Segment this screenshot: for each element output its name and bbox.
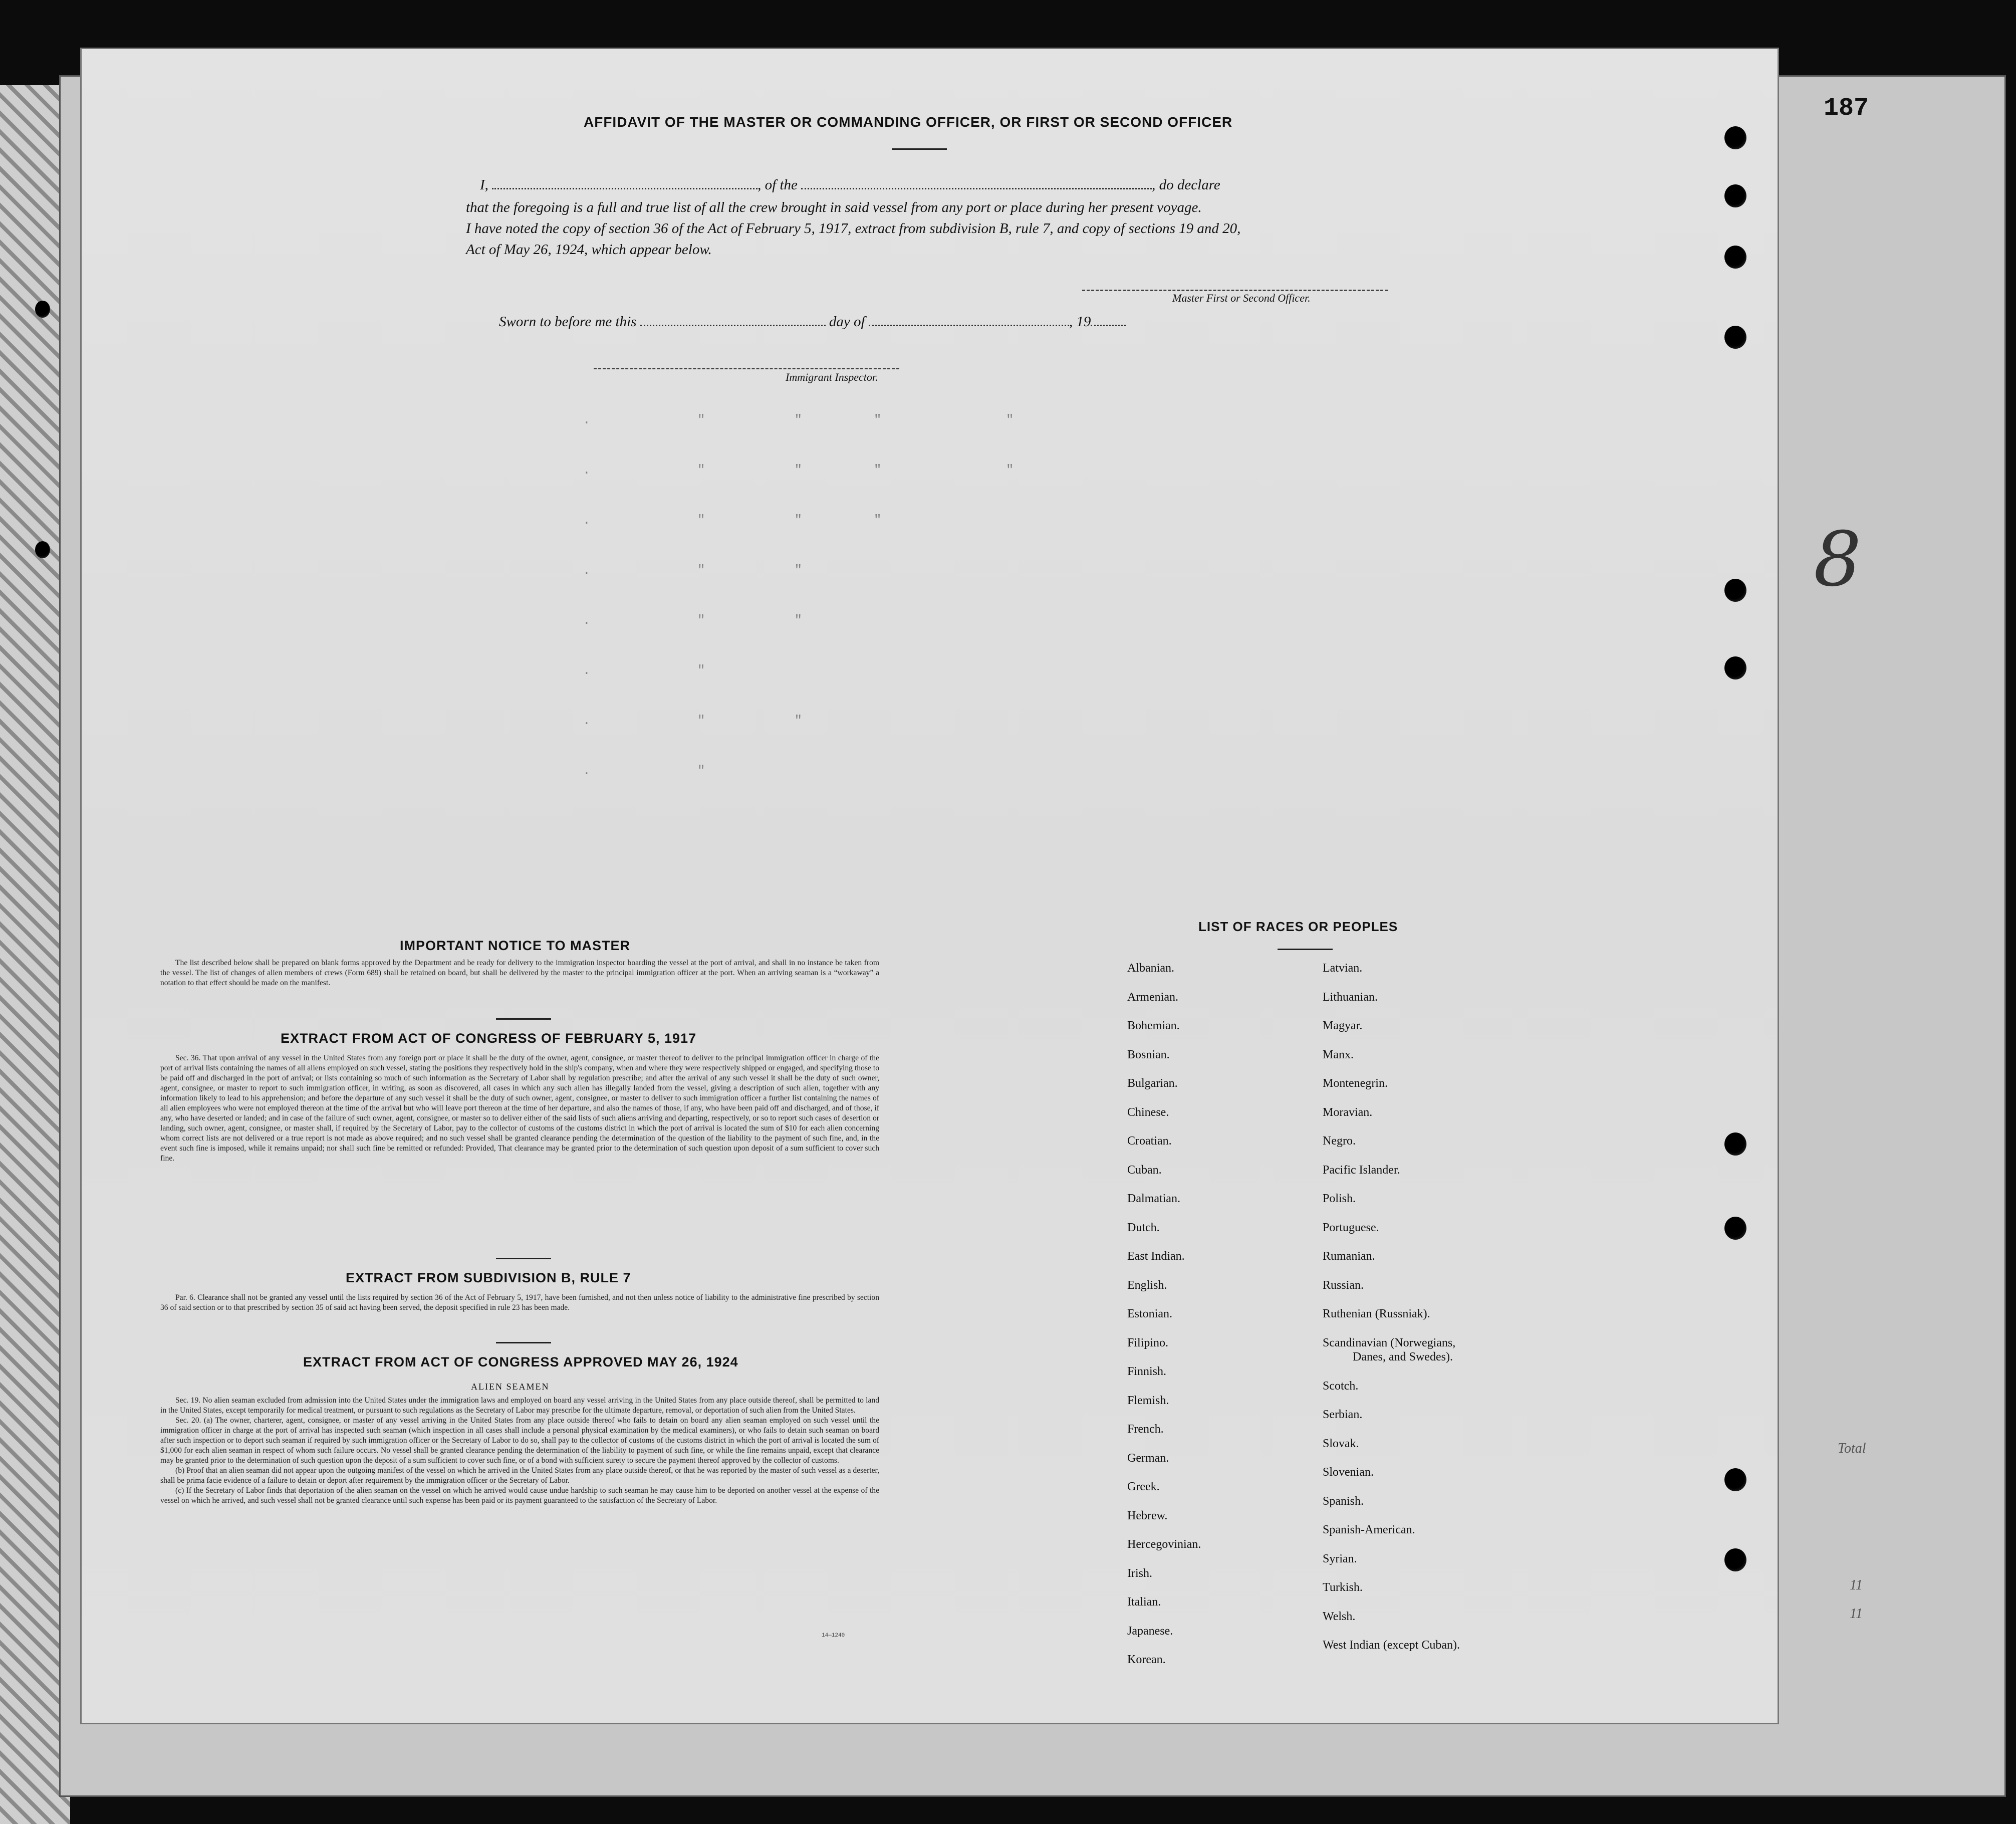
race-item: Albanian. — [1127, 962, 1174, 975]
sworn-day-of: day of — [829, 314, 865, 330]
important-notice-body — [160, 958, 879, 988]
race-item: Magyar. — [1323, 1019, 1363, 1032]
declaration-do-declare: , do declare — [1152, 177, 1220, 193]
extract-1924-body — [160, 1396, 879, 1506]
sec-20b-text: (b) Proof that an alien seaman did not appear upon the outgoing manifest of the vessel on which he arrived in the United States from any place outside thereof, or that he was reported by the master of such vessel as a deserter, shall be prima facie evidence of a failure to detain or deport after requirement by the immigration officer or the Secretary of Labor. — [160, 1466, 879, 1485]
vessel-name-field[interactable] — [801, 179, 1152, 189]
binder-hole — [1724, 326, 1746, 349]
race-item: Filipino. — [1127, 1336, 1169, 1349]
race-item: Manx. — [1323, 1048, 1354, 1061]
sworn-year-prefix: , 19 — [1069, 314, 1091, 330]
affidavit-text-line: that the foregoing is a full and true list of all the crew brought in said vessel from any port or place during her present voyage. — [466, 199, 1202, 215]
extract-1917-title: EXTRACT FROM ACT OF CONGRESS OF FEBRUARY 5, 1917 — [281, 1031, 697, 1046]
race-item: Serbian. — [1323, 1408, 1363, 1421]
race-item: Korean. — [1127, 1653, 1166, 1666]
race-item: German. — [1127, 1451, 1169, 1465]
sec-20a-text: Sec. 20. (a) The owner, charterer, agent, consignee, or master of any vessel arriving in the United States from any place outside thereof who fails to detain on board any alien seaman employed on such vessel until the immigration officer in charge at the port of arrival has inspected such seaman (which inspection in all cases shall include a personal physical examination by the medical examiners), or who fails to detain such seaman on board after such inspection or to deport such seaman if required by such immigration officer or the Secretary of Labor to do so, shall pay to the collector of customs of the customs district in which the port of arrival is located the sum of $1,000 for each alien seaman in respect of whom such failure occurs. No vessel shall be granted clearance pending the determination of the liability to payment of such fine, or while the fine remains unpaid, except that clearance may be granted prior to the determination of such question upon the deposit of a sum sufficient to cover such fine, or of a bond with sufficient surety to secure the payment thereof approved by the collector of customs. — [160, 1416, 879, 1465]
race-item: Bulgarian. — [1127, 1077, 1178, 1090]
binder-hole — [1724, 1132, 1746, 1156]
bleed-through-marks: . " " " " . " " " " . " " " . " " . " " . " . " " . " — [583, 412, 1015, 778]
race-item: Irish. — [1127, 1566, 1152, 1580]
race-item: Pacific Islander. — [1323, 1163, 1400, 1177]
race-item: Montenegrin. — [1323, 1077, 1388, 1090]
race-item: Spanish-American. — [1323, 1523, 1415, 1536]
declaration-of-the: , of the — [758, 177, 798, 193]
extract-rule7-body — [160, 1293, 879, 1313]
section-rule — [496, 1258, 551, 1259]
binder-hole — [1724, 184, 1746, 207]
par-6-text: Par. 6. Clearance shall not be granted any vessel until the lists required by section 36 of the Act of February 5, 1917, have been furnished, and not then unless notice of liability to the administrative fine prescribed by section 36 of said section or to that prescribed by section 35 of said act having been served, the deposit specified in rule 23 has been made. — [160, 1293, 879, 1312]
binder-hole — [1724, 656, 1746, 679]
total-value: 11 — [1850, 1577, 1863, 1593]
inspector-signature-caption: Immigrant Inspector. — [786, 371, 878, 383]
race-item: Hercegovinian. — [1127, 1538, 1201, 1551]
race-item: Lithuanian. — [1323, 990, 1378, 1004]
race-item: Scotch. — [1323, 1379, 1359, 1393]
race-item: French. — [1127, 1423, 1164, 1436]
race-item: Japanese. — [1127, 1624, 1173, 1638]
race-item: Spanish. — [1323, 1494, 1364, 1508]
race-item: Turkish. — [1323, 1581, 1363, 1594]
race-item: Croatian. — [1127, 1134, 1172, 1148]
race-item: Finnish. — [1127, 1365, 1167, 1378]
race-item: Portuguese. — [1323, 1221, 1379, 1234]
total-label: Total — [1838, 1441, 1866, 1456]
alien-seamen-subtitle: ALIEN SEAMEN — [471, 1382, 550, 1392]
binder-hole — [1724, 126, 1746, 149]
race-item: Italian. — [1127, 1595, 1161, 1609]
important-notice-text: The list described below shall be prepared on blank forms approved by the Department and be ready for delivery to the immigration inspector boarding the vessel at the port of arrival, and shall in no instance be taken from the vessel. The list of changes of alien members of crews (Form 689) shall be retained on board, but shall be delivered by the master to the principal immigration officer at the port. When an arriving seaman is a “workaway” a notation to that effect should be made on the manifest. — [160, 959, 879, 987]
race-item: Slovak. — [1323, 1437, 1359, 1450]
race-item: Estonian. — [1127, 1307, 1172, 1320]
race-item: Scandinavian (Norwegians, — [1323, 1336, 1456, 1349]
sworn-text: Sworn to before me this — [499, 314, 637, 330]
race-item: Greek. — [1127, 1480, 1160, 1493]
sec-19-text: Sec. 19. No alien seaman excluded from admission into the United States under the immigration laws and employed on board any vessel arriving in the United States from any place outside thereof, shall be permitted to land in the United States, except temporarily for medical treatment, or pursuant to such regulations as the Secretary of Labor may prescribe for the ultimate departure, removal, or deportation of such alien from the United States. — [160, 1396, 879, 1415]
affidavit-declaration-line — [480, 177, 1220, 193]
binder-hole — [1724, 1468, 1746, 1491]
declaration-i: I, — [480, 177, 488, 193]
race-item: Latvian. — [1323, 962, 1363, 975]
race-item: Ruthenian (Russniak). — [1323, 1307, 1430, 1320]
race-item: Welsh. — [1323, 1610, 1356, 1623]
race-item: Dalmatian. — [1127, 1192, 1180, 1205]
race-item: Dutch. — [1127, 1221, 1160, 1234]
handwritten-mark: 8 — [1814, 516, 1862, 603]
binder-hole — [1724, 1548, 1746, 1571]
section-rule — [496, 1018, 551, 1020]
race-item: Cuban. — [1127, 1163, 1162, 1177]
race-item: East Indian. — [1127, 1250, 1185, 1263]
races-list-title: LIST OF RACES OR PEOPLES — [1198, 919, 1398, 934]
race-item: Chinese. — [1127, 1105, 1169, 1119]
binder-hole — [35, 541, 50, 558]
binder-hole — [35, 301, 50, 318]
master-name-field[interactable] — [492, 179, 758, 189]
binder-hole — [1724, 1217, 1746, 1240]
extract-1917-body — [160, 1053, 879, 1164]
extract-rule7-title: EXTRACT FROM SUBDIVISION B, RULE 7 — [346, 1270, 631, 1285]
race-item: Flemish. — [1127, 1394, 1169, 1407]
affidavit-title: AFFIDAVIT OF THE MASTER OR COMMANDING OFFICER, OR FIRST OR SECOND OFFICER — [584, 114, 1233, 130]
race-item: Danes, and Swedes). — [1353, 1350, 1453, 1363]
inspector-signature-line[interactable] — [594, 368, 899, 369]
title-rule — [892, 148, 947, 150]
total-value: 11 — [1850, 1606, 1863, 1622]
race-item: Negro. — [1323, 1134, 1356, 1148]
race-item: Bohemian. — [1127, 1019, 1180, 1032]
section-rule — [496, 1342, 551, 1343]
race-item: Hebrew. — [1127, 1509, 1168, 1522]
race-item: Slovenian. — [1323, 1466, 1374, 1479]
affidavit-text-line: I have noted the copy of section 36 of the Act of February 5, 1917, extract from subdivision B, rule 7, and copy of sections 19 and 20, — [466, 220, 1241, 237]
race-item: West Indian (except Cuban). — [1323, 1639, 1460, 1652]
master-signature-line[interactable] — [1082, 290, 1388, 291]
binder-hole — [1724, 246, 1746, 269]
sworn-date-field[interactable] — [640, 316, 826, 326]
form-number: 14—1240 — [822, 1633, 845, 1639]
sec-20c-text: (c) If the Secretary of Labor finds that deportation of the alien seaman on the vessel on which he arrived would cause undue hardship to such seaman he may cause him to be deported on another vessel at the expense of the vessel on which he arrived, and such vessel shall not be granted clearance until such expense has been paid or its payment guaranteed to the satisfaction of the Secretary of Labor. — [160, 1486, 879, 1505]
race-item: Armenian. — [1127, 990, 1178, 1004]
page-number: 187 — [1824, 94, 1869, 123]
affidavit-text-line: Act of May 26, 1924, which appear below. — [466, 242, 712, 258]
race-item: Russian. — [1323, 1278, 1364, 1292]
race-item: Bosnian. — [1127, 1048, 1170, 1061]
extract-1924-title: EXTRACT FROM ACT OF CONGRESS APPROVED MAY 26, 1924 — [303, 1354, 738, 1370]
sworn-line — [499, 314, 1126, 330]
important-notice-title: IMPORTANT NOTICE TO MASTER — [400, 938, 630, 953]
master-signature-caption: Master First or Second Officer. — [1172, 292, 1311, 304]
race-item: Moravian. — [1323, 1105, 1373, 1119]
sworn-year-field[interactable] — [1091, 316, 1126, 326]
sworn-month-field[interactable] — [869, 316, 1069, 326]
races-title-rule — [1278, 949, 1333, 950]
sec-36-text: Sec. 36. That upon arrival of any vessel in the United States from any foreign port or place it shall be the duty of the owner, agent, consignee, or master thereof to deliver to the principal immigration officer in charge of the port of arrival lists containing the names of all aliens employed on such vessel, stating the positions they respectively hold in the ship's company, when and where they were respectively shipped or engaged, and specifying those to be paid off and discharged in the port of arrival; or lists containing so much of such information as the Secretary of Labor shall by regulation prescribe; and after the arrival of any such vessel it shall be the duty of such owner, agent, consignee, or master to report to such immigration officer, in writing, as soon as discovered, all cases in which any such alien has illegally landed from the vessel, giving a description of such alien, together with any information likely to lead to his apprehension; and before the departure of any such vessel it shall be the duty of such owner, agent, consignee, or master to deliver to such immigration officer a further list containing the names of all alien employees who were not employed thereon at the time of the arrival but who will leave port thereon at the time of her departure, and also the names of those, if any, who have been paid off and discharged, and of those, if any, who have deserted or landed; and in case of the failure of such owner, agent, consignee, or master so to deliver either of the said lists of such aliens arriving and departing, respectively, or so to report such cases of desertion or landing, such owner, agent, consignee, or master shall, if required by the Secretary of Labor, pay to the collector of customs of the customs district in which the port of arrival is located the sum of $10 for each alien concerning whom correct lists are not delivered or a true report is not made as above required; and no such vessel shall be granted clearance pending the determination of the question of the liability to the payment of such fine, and, in the event such fine is imposed, while it remains unpaid; nor shall such fine be remitted or refunded: Provided, That clearance may be granted prior to the determination of such question upon deposit of a sum sufficient to cover such fine. — [160, 1054, 879, 1163]
race-item: Polish. — [1323, 1192, 1356, 1205]
binder-hole — [1724, 579, 1746, 602]
race-item: Syrian. — [1323, 1552, 1357, 1565]
race-item: Rumanian. — [1323, 1250, 1375, 1263]
race-item: English. — [1127, 1278, 1167, 1292]
